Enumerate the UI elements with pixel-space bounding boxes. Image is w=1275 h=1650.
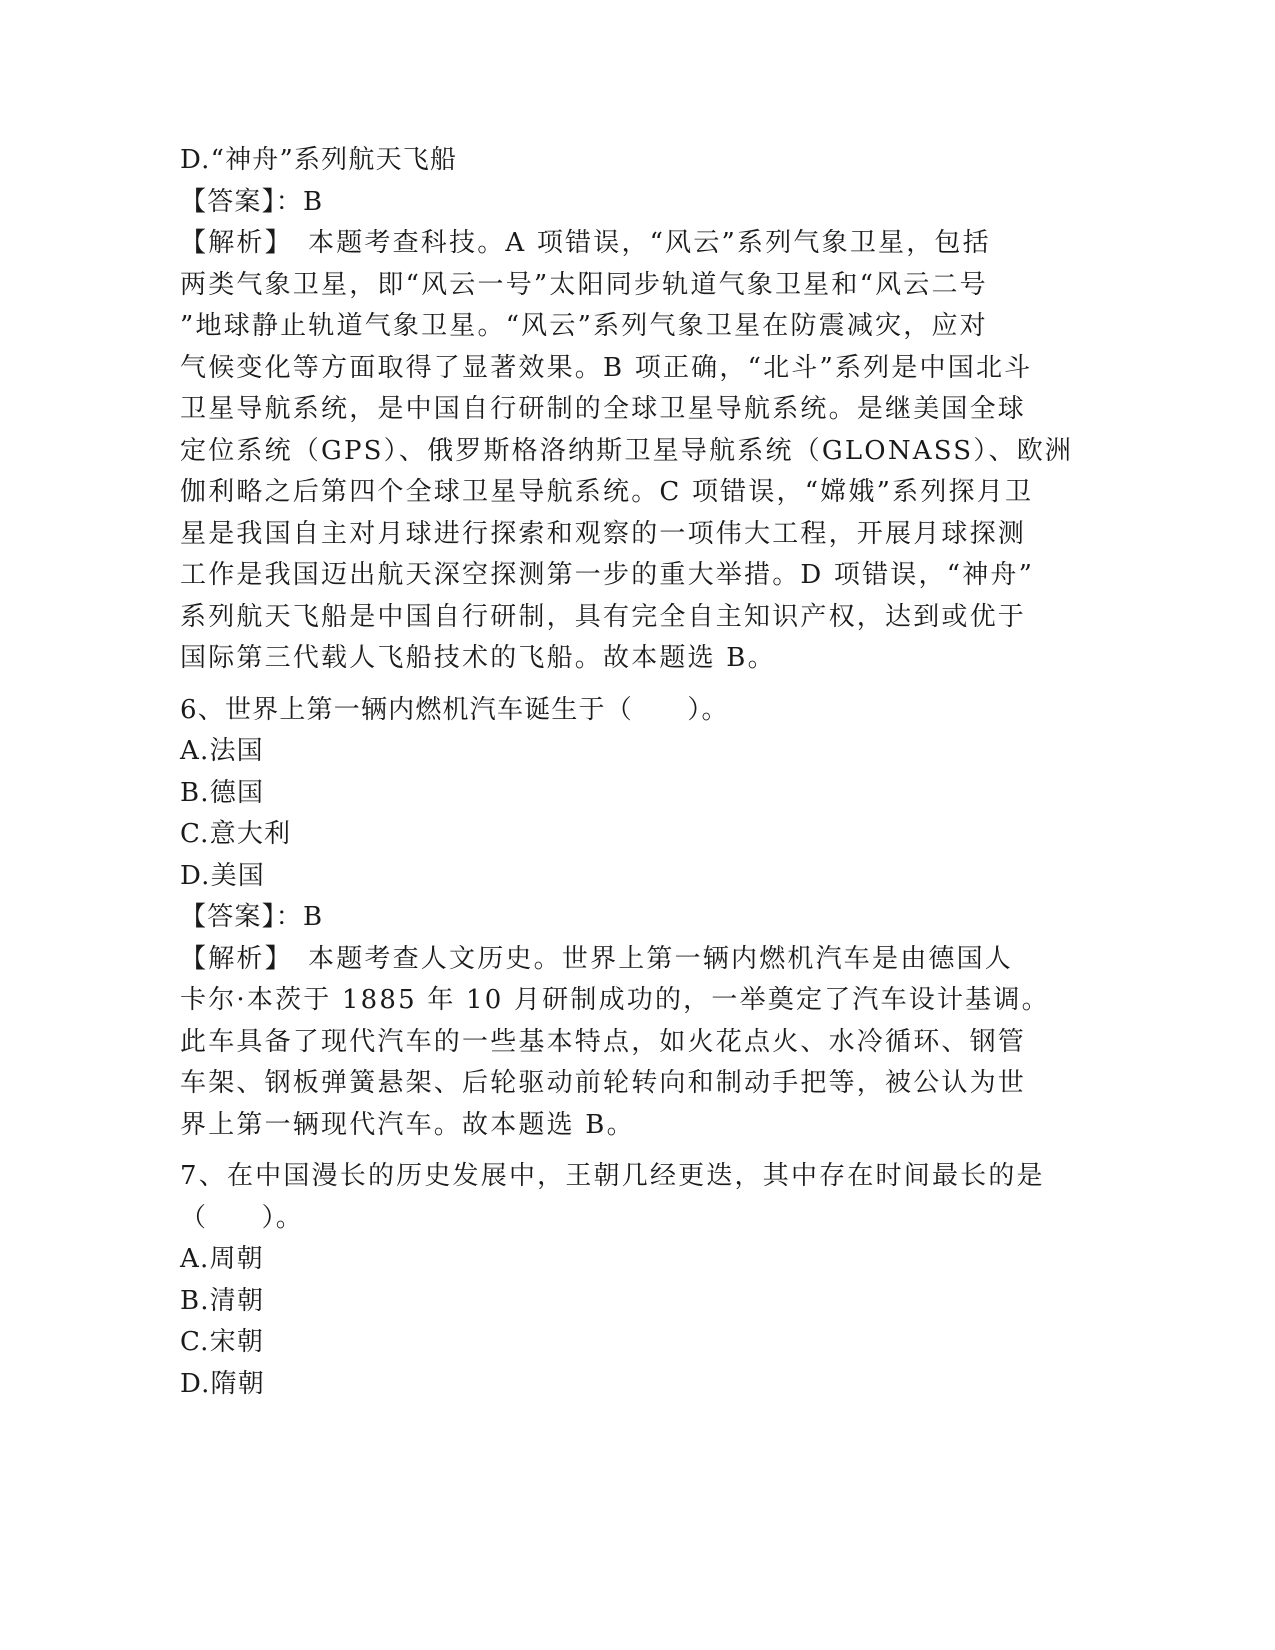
document-page: [180, 140, 1074, 1405]
q7-option-c: C.宋朝: [180, 1327, 265, 1357]
q6-option-d: D.美国: [180, 860, 265, 891]
q5-analysis-line: 卫星导航系统，是中国自行研制的全球卫星导航系统。是继美国全球: [180, 394, 1027, 424]
q6-answer: 【答案】：B: [180, 902, 324, 932]
q7-question-line: （ ）。: [180, 1202, 304, 1233]
q5-analysis-line: 工作是我国迈出航天深空探测第一步的重大举措。D 项错误，“神舟”: [180, 560, 1035, 590]
q6-analysis-line: 车架、钢板弹簧悬架、后轮驱动前轮转向和制动手把等，被公认为世: [180, 1068, 1027, 1098]
q5-analysis-line: 气候变化等方面取得了显著效果。B 项正确，“北斗”系列是中国北斗: [180, 352, 1033, 383]
q7-question-line: 7、在中国漫长的历史发展中，王朝几经更迭，其中存在时间最长的是: [180, 1161, 1045, 1191]
q5-answer: 【答案】：B: [180, 186, 324, 217]
q7-option-b: B.清朝: [180, 1285, 265, 1316]
q5-analysis-line: 定位系统（GPS）、俄罗斯格洛纳斯卫星导航系统（GLONASS）、欧洲: [180, 435, 1074, 466]
q6-option-b: B.德国: [180, 777, 265, 808]
q6-option-c: C.意大利: [180, 819, 292, 849]
q5-analysis-line: 【解析】 本题考查科技。A 项错误，“风云”系列气象卫星，包括: [180, 228, 991, 258]
q5-analysis-line: 伽利略之后第四个全球卫星导航系统。C 项错误，“嫦娥”系列探月卫: [180, 477, 1034, 507]
q5-analysis-line: 两类气象卫星，即“风云一号”太阳同步轨道气象卫星和“风云二号: [180, 269, 988, 300]
q6-analysis-line: 此车具备了现代汽车的一些基本特点，如火花点火、水冷循环、钢管: [180, 1026, 1027, 1057]
q5-analysis-line: 国际第三代载人飞船技术的飞船。故本题选 B。: [180, 643, 776, 673]
q5-analysis-line: 星是我国自主对月球进行探索和观察的一项伟大工程，开展月球探测: [180, 518, 1027, 549]
q7-option-d: D.隋朝: [180, 1368, 265, 1399]
q6-analysis-line: 【解析】 本题考查人文历史。世界上第一辆内燃机汽车是由德国人: [180, 943, 1014, 974]
q6-analysis-line: 卡尔·本茨于 1885 年 10 月研制成功的，一举奠定了汽车设计基调。: [180, 985, 1050, 1015]
q7-option-a: A.周朝: [180, 1244, 264, 1274]
q5-analysis-line: 系列航天飞船是中国自行研制，具有完全自主知识产权，达到或优于: [180, 601, 1027, 632]
q6-analysis-line: 界上第一辆现代汽车。故本题选 B。: [180, 1109, 635, 1140]
q5-analysis-line: ”地球静止轨道气象卫星。“风云”系列气象卫星在防震减灾，应对: [180, 311, 988, 341]
q5-option-d: D.“神舟”系列航天飞船: [180, 145, 458, 175]
q6-option-a: A.法国: [180, 736, 264, 766]
q6-question: 6、世界上第一辆内燃机汽车诞生于（ ）。: [180, 694, 729, 725]
